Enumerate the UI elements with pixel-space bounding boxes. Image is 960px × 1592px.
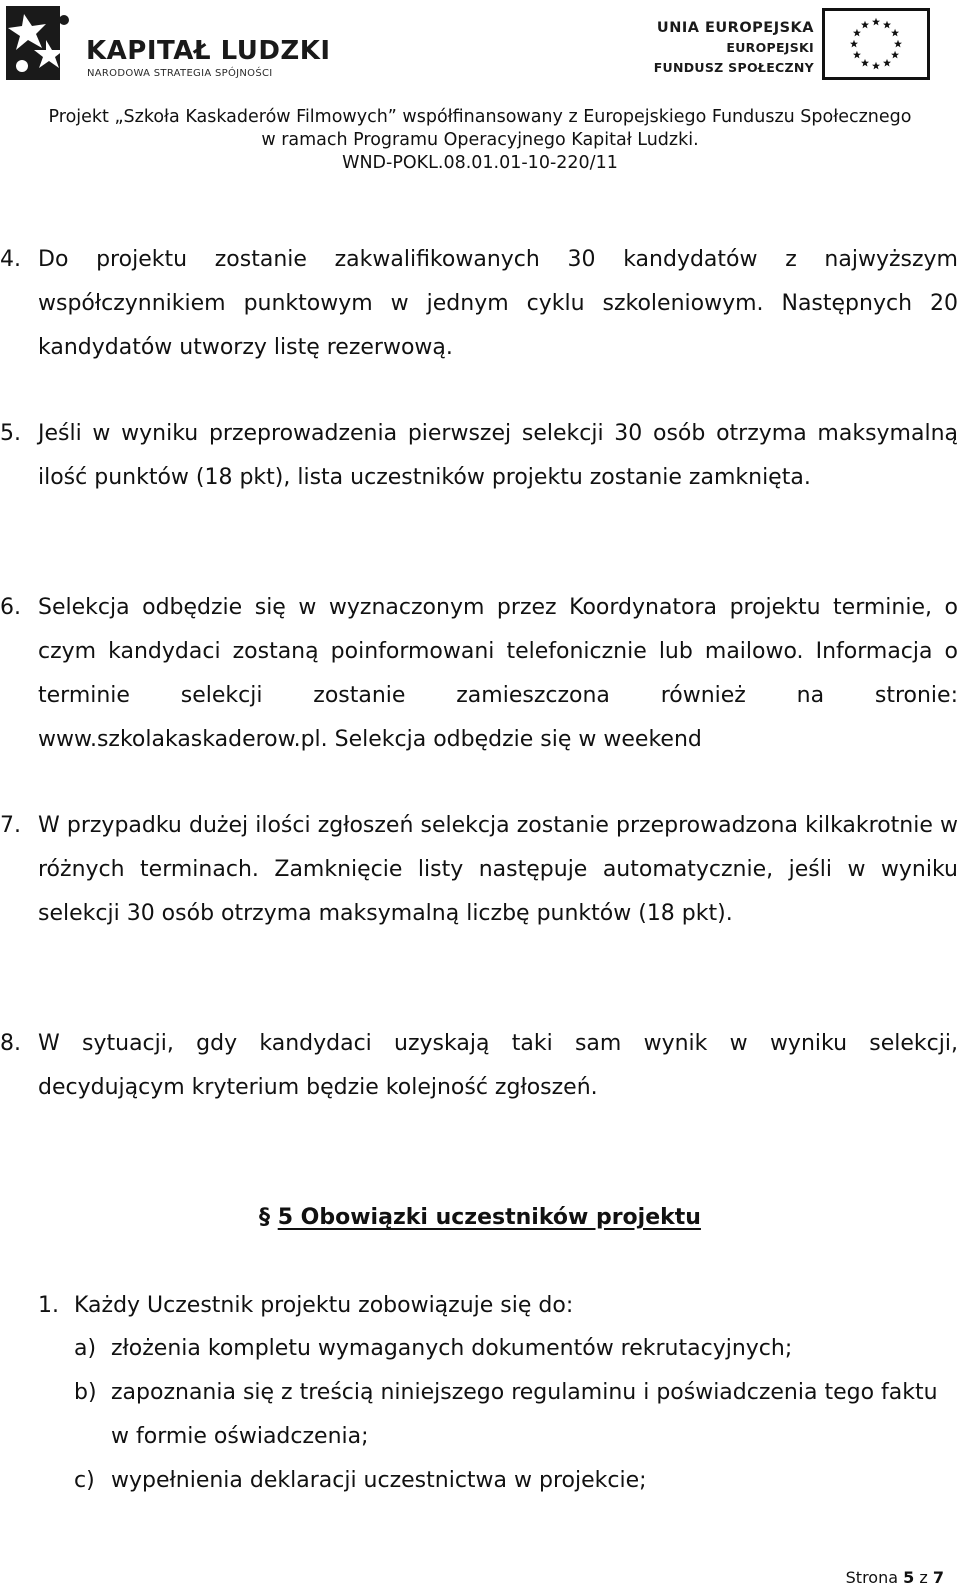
point-number: 8. [0,1031,21,1056]
obligation-letter: a) [74,1336,97,1361]
obligation-text: złożenia kompletu wymaganych dokumentów rekrutacyjnych; [111,1336,793,1361]
point-4 [0,238,958,370]
obligations-number: 1. [38,1293,59,1318]
point-text: Jeśli w wyniku przeprowadzenia pierwszej selekcji 30 osób otrzyma maksymalną ilość punktów (18 pkt), lista uczestników projektu zostanie zamknięta. [38,421,958,490]
kapital-ludzki-subtitle: NARODOWA STRATEGIA SPÓJNOŚCI [87,68,273,79]
kapital-ludzki-emblem-icon [6,6,78,84]
banner-line-2: w ramach Programu Operacyjnego Kapitał Ludzki. [261,130,699,150]
obligation-item-b [74,1371,954,1459]
obligation-item-c [74,1459,954,1503]
point-text: Selekcja odbędzie się w wyznaczonym przez Koordynatora projektu terminie, o czym kandydaci zostaną poinformowani telefonicznie lub mailowo. Informacja o terminie selekcji zostanie zamieszczona również na stronie: www.szkolakaskaderow.pl. Selekcja odbędzie się w weekend [38,595,958,752]
section-title: 5 Obowiązki uczestników projektu [277,1205,701,1230]
banner-line-3: WND-POKL.08.01.01-10-220/11 [342,153,618,173]
point-text: W sytuacji, gdy kandydaci uzyskają taki sam wynik w wyniku selekcji, decydującym kryterium będzie kolejność zgłoszeń. [38,1031,958,1100]
point-text: Do projektu zostanie zakwalifikowanych 30 kandydatów z najwyższym współczynnikiem punktowym w jednym cyklu szkoleniowym. Następnych 20 kandydatów utworzy listę rezerwową. [38,247,958,360]
banner-line-1: Projekt „Szkoła Kaskaderów Filmowych” współfinansowany z Europejskiego Funduszu Społecznego [48,107,912,127]
obligations-intro-text: Każdy Uczestnik projektu zobowiązuje się do: [74,1293,574,1318]
kapital-ludzki-logo [6,6,331,84]
eu-logo-line1: UNIA EUROPEJSKA [656,20,814,36]
section-heading [0,1198,960,1238]
eu-logo [640,8,930,86]
obligation-item-a [74,1327,954,1371]
eu-logo-line3: FUNDUSZ SPOŁECZNY [653,60,814,75]
page-of: z [919,1568,928,1587]
page-label: Strona [845,1568,899,1587]
point-number: 6. [0,595,21,620]
point-number: 4. [0,247,21,272]
kapital-ludzki-title: KAPITAŁ LUDZKI [86,36,331,66]
eu-logo-text [654,18,814,78]
obligation-letter: b) [74,1380,97,1405]
obligation-letter: c) [74,1468,95,1493]
eu-logo-line2: EUROPEJSKI [726,40,814,55]
point-8 [0,1022,958,1110]
point-number: 5. [0,421,21,446]
point-6 [0,586,958,762]
point-5 [0,412,958,500]
eu-flag-icon [822,8,930,80]
section-mark: § [259,1205,271,1230]
total-pages: 7 [932,1568,944,1587]
obligations-intro [38,1284,573,1328]
page-number [846,1568,944,1587]
point-number: 7. [0,813,21,838]
point-7 [0,804,958,936]
project-banner [0,106,960,175]
obligation-text: wypełnienia deklaracji uczestnictwa w projekcie; [111,1468,647,1493]
obligation-text: zapoznania się z treścią niniejszego regulaminu i poświadczenia tego faktu w formie oświadczenia; [111,1380,938,1449]
current-page: 5 [903,1568,915,1587]
point-text: W przypadku dużej ilości zgłoszeń selekcja zostanie przeprowadzona kilkakrotnie w różnych terminach. Zamknięcie listy następuje automatycznie, jeśli w wyniku selekcji 30 osób otrzyma maksymalną liczbę punktów (18 pkt). [38,813,958,926]
